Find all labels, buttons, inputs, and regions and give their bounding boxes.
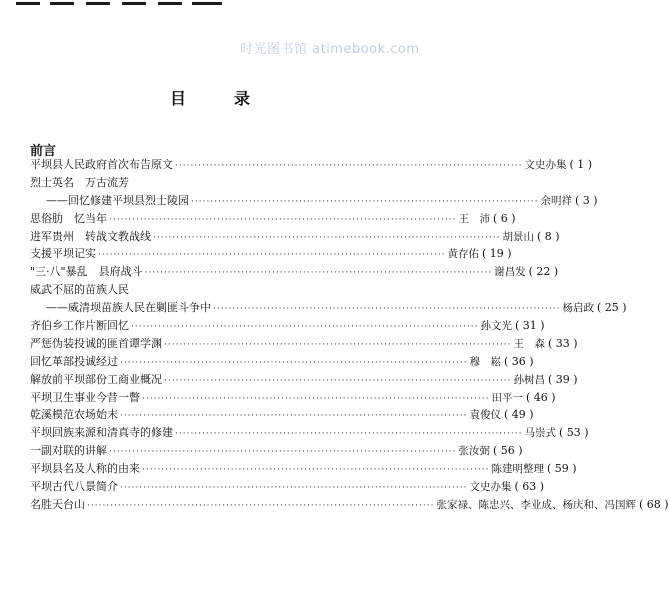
- toc-entry-author: 马崇式: [524, 427, 556, 440]
- toc-entry-page: ( 56 ): [492, 444, 523, 458]
- toc-entry-title: 齐伯乡工作片断回忆: [30, 319, 129, 333]
- toc-entry-title: 解放前平坝部份工商业概况: [30, 372, 162, 386]
- toc-entry-author: 王 森: [513, 337, 545, 350]
- toc-entry-page: ( 36 ): [503, 354, 534, 368]
- table-of-contents: [30, 156, 669, 514]
- toc-entry: [30, 192, 598, 210]
- toc-entry-author: 陈建明整理: [491, 463, 544, 476]
- toc-entry-title: 烈士英名 万古流芳: [30, 175, 129, 189]
- toc-entry-title: 平坝县名及人称的由来: [30, 462, 140, 476]
- toc-entry-author: 文史办集: [524, 159, 567, 171]
- toc-entry: [30, 281, 364, 299]
- dot-leader: ··························································································: [109, 214, 457, 225]
- dot-leader: ··························································································: [98, 250, 446, 261]
- toc-entry-author: 袁俊仪: [469, 409, 501, 422]
- toc-entry-page: ( 46 ): [525, 390, 556, 404]
- dot-leader: ··························································································: [142, 393, 490, 404]
- toc-entry: [30, 299, 627, 317]
- toc-entry-page: ( 25 ): [596, 301, 627, 315]
- toc-entry-page: ( 22 ): [528, 265, 559, 279]
- toc-entry-page: ( 31 ): [514, 319, 545, 333]
- dot-leader: ··························································································: [164, 339, 512, 350]
- toc-entry: [30, 210, 516, 228]
- toc-entry-author: 张汝弼: [458, 445, 490, 458]
- top-rule-marks: [16, 0, 226, 8]
- toc-entry-title: 思俗肋 忆当年: [30, 211, 107, 225]
- toc-entry: [30, 245, 512, 263]
- toc-entry-page: ( 8 ): [536, 229, 560, 243]
- dot-leader: ··························································································: [109, 447, 457, 458]
- toc-entry-author: 文史办集: [469, 481, 512, 494]
- dot-leader: ··························································································: [131, 322, 479, 333]
- section-heading: 前言: [30, 144, 57, 159]
- dot-leader: ··························································································: [120, 483, 468, 494]
- toc-entry: [30, 263, 559, 281]
- dot-leader: ··························································································: [153, 232, 501, 243]
- toc-entry: [30, 371, 578, 389]
- toc-entry-title: 乾溪模范农场始末: [30, 408, 118, 422]
- toc-entry-title: 平坝卫生事业今昔一瞥: [30, 390, 140, 404]
- dot-leader: ··························································································: [120, 411, 468, 422]
- toc-entry-page: ( 33 ): [547, 336, 578, 350]
- toc-entry-page: ( 19 ): [481, 247, 512, 261]
- toc-entry-title: ——威清坝苗族人民在剿匪斗争中: [46, 301, 211, 315]
- toc-entry: [30, 156, 593, 174]
- dot-leader: ··························································································: [164, 375, 512, 386]
- toc-entry-page: ( 53 ): [558, 426, 589, 440]
- toc-entry-title: 平坝县人民政府首次布告原文: [30, 158, 173, 171]
- page-title: 目 录: [169, 89, 266, 108]
- toc-entry-title: 一副对联的讲解: [30, 444, 107, 458]
- toc-entry-title: "三·八"暴乱 县府战斗: [30, 265, 143, 279]
- toc-entry-author: 张家禄、陈忠兴、李业成、杨庆和、冯国辉: [436, 498, 636, 511]
- toc-entry-author: 穆 崧: [469, 355, 501, 368]
- dot-leader: ··························································································: [142, 465, 490, 476]
- toc-entry-page: ( 39 ): [547, 372, 578, 386]
- toc-entry-page: ( 59 ): [546, 462, 577, 476]
- toc-entry-title: 严惩伪装投诚的匪首谭学渊: [30, 336, 162, 350]
- toc-entry-title: 名胜天台山: [30, 497, 85, 511]
- toc-entry-title: 威武不屈的苗族人民: [30, 283, 129, 297]
- toc-entry-title: 进军贵州 转战文教战线: [30, 229, 151, 243]
- dot-leader: ··························································································: [87, 500, 435, 511]
- toc-entry: [30, 353, 534, 371]
- toc-entry-title: 支援平坝记实: [30, 247, 96, 261]
- toc-entry-page: ( 3 ): [574, 193, 598, 207]
- toc-entry-title: 回忆革部投诚经过: [30, 354, 118, 368]
- toc-entry: [30, 406, 534, 424]
- toc-entry-author: 杨启政: [562, 302, 594, 315]
- toc-entry: [30, 335, 578, 353]
- toc-entry-author: 余明祥: [540, 194, 572, 207]
- toc-entry-author: 孙文光: [480, 320, 512, 333]
- toc-entry: [30, 460, 577, 478]
- toc-entry: [30, 442, 523, 460]
- dot-leader: ··························································································: [120, 357, 468, 368]
- toc-entry-page: ( 68 ): [638, 497, 669, 511]
- dot-leader: ··························································································: [175, 429, 523, 440]
- watermark: 时光图书馆 atimebook.com: [240, 42, 420, 57]
- toc-entry-author: 孙树昌: [513, 373, 545, 386]
- toc-entry-title: 平坝回族来源和清真寺的修建: [30, 426, 173, 440]
- toc-entry-author: 田平一: [491, 391, 523, 404]
- toc-entry: [30, 478, 545, 496]
- toc-entry-page: ( 6 ): [492, 211, 516, 225]
- toc-entry-page: ( 1 ): [569, 158, 593, 171]
- toc-entry-page: ( 49 ): [503, 408, 534, 422]
- toc-entry: [30, 228, 560, 246]
- toc-entry-title: 平坝古代八景简介: [30, 480, 118, 494]
- dot-leader: ··························································································: [175, 161, 523, 171]
- toc-entry-author: 王 沛: [458, 212, 490, 225]
- toc-entry: [30, 424, 589, 442]
- toc-entry-author: 谢昌发: [494, 266, 526, 279]
- dot-leader: ··························································································: [213, 304, 561, 315]
- toc-entry-author: 黄存佑: [447, 248, 479, 261]
- toc-entry-page: ( 63 ): [514, 480, 545, 494]
- toc-entry: [30, 174, 364, 192]
- dot-leader: ··························································································: [144, 268, 493, 279]
- toc-entry: [30, 317, 545, 335]
- dot-leader: ··························································································: [191, 196, 539, 207]
- toc-entry-title: ——回忆修建平坝县烈士陵园: [46, 193, 189, 207]
- toc-entry: [30, 496, 669, 514]
- toc-entry-author: 胡景山: [502, 230, 534, 243]
- toc-entry: [30, 389, 556, 407]
